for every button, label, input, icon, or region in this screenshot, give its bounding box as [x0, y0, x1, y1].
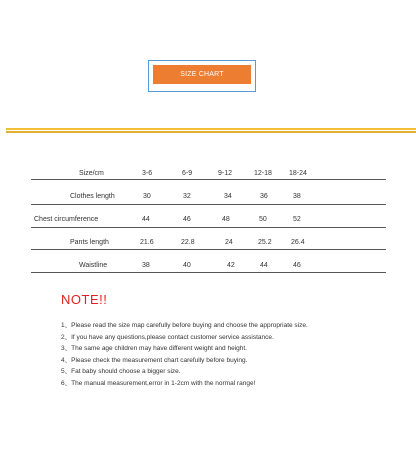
table-row	[31, 209, 386, 232]
note-item: 6、The manual measurement,error in 1-2cm with the normal range!	[61, 379, 256, 387]
cell-value: 38	[142, 262, 150, 269]
cell-value: 52	[293, 216, 301, 223]
note-item: 1、Please read the size map carefully before buying and choose the appropriate size.	[61, 322, 308, 329]
table-rule	[31, 179, 386, 180]
size-chart-header	[0, 0, 416, 110]
cell-value: 32	[183, 193, 191, 200]
cell-value: 42	[227, 262, 235, 269]
cell-value: 44	[142, 216, 150, 223]
table-rule	[31, 204, 386, 205]
divider-stripe	[6, 128, 416, 130]
cell-value: 44	[260, 262, 268, 269]
row-label: Chest circumference	[34, 216, 99, 223]
cell-value: 38	[293, 193, 301, 200]
cell-value: 50	[259, 216, 267, 223]
banner-title: SIZE CHART	[180, 71, 224, 78]
note-list	[61, 320, 308, 389]
note-item: 2、If you have any questions,please contact customer service assistance.	[61, 333, 274, 341]
cell-value: 34	[224, 193, 232, 200]
cell-value: 22.8	[181, 239, 195, 246]
cell-value: 30	[143, 193, 151, 200]
cell-value: 46	[293, 262, 301, 269]
size-chart-banner	[153, 65, 251, 84]
cell-value: 48	[222, 216, 230, 223]
table-rule	[31, 249, 386, 250]
row-label: Waistline	[79, 262, 108, 269]
note-item: 5、Fat baby should choose a bigger size.	[61, 368, 181, 375]
row-label: Pants length	[70, 239, 109, 246]
note-item: 3、The same age children may have different weight and height.	[61, 345, 247, 352]
header-label: Size/cm	[79, 170, 104, 177]
cell-value: 36	[260, 193, 268, 200]
cell-value: 24	[225, 239, 233, 246]
size-header: 12-18	[254, 170, 272, 177]
size-table	[31, 163, 386, 278]
divider-stripe	[6, 131, 416, 133]
size-header: 6-9	[182, 170, 193, 177]
table-row	[31, 232, 386, 255]
table-rule	[31, 272, 386, 273]
note-item: 4、Please check the measurement chart carefully before buying.	[61, 356, 248, 364]
size-header: 9-12	[218, 170, 233, 177]
note-title: NOTE!!	[61, 292, 108, 307]
table-row	[31, 186, 386, 209]
size-header: 3-6	[142, 170, 153, 177]
cell-value: 21.6	[140, 239, 154, 246]
table-header-row	[31, 163, 386, 186]
cell-value: 26.4	[291, 239, 305, 246]
cell-value: 40	[183, 262, 191, 269]
row-label: Clothes length	[70, 193, 115, 200]
size-header: 18-24	[289, 170, 307, 177]
cell-value: 25.2	[258, 239, 272, 246]
table-row	[31, 255, 386, 278]
table-rule	[31, 227, 386, 228]
cell-value: 46	[183, 216, 191, 223]
